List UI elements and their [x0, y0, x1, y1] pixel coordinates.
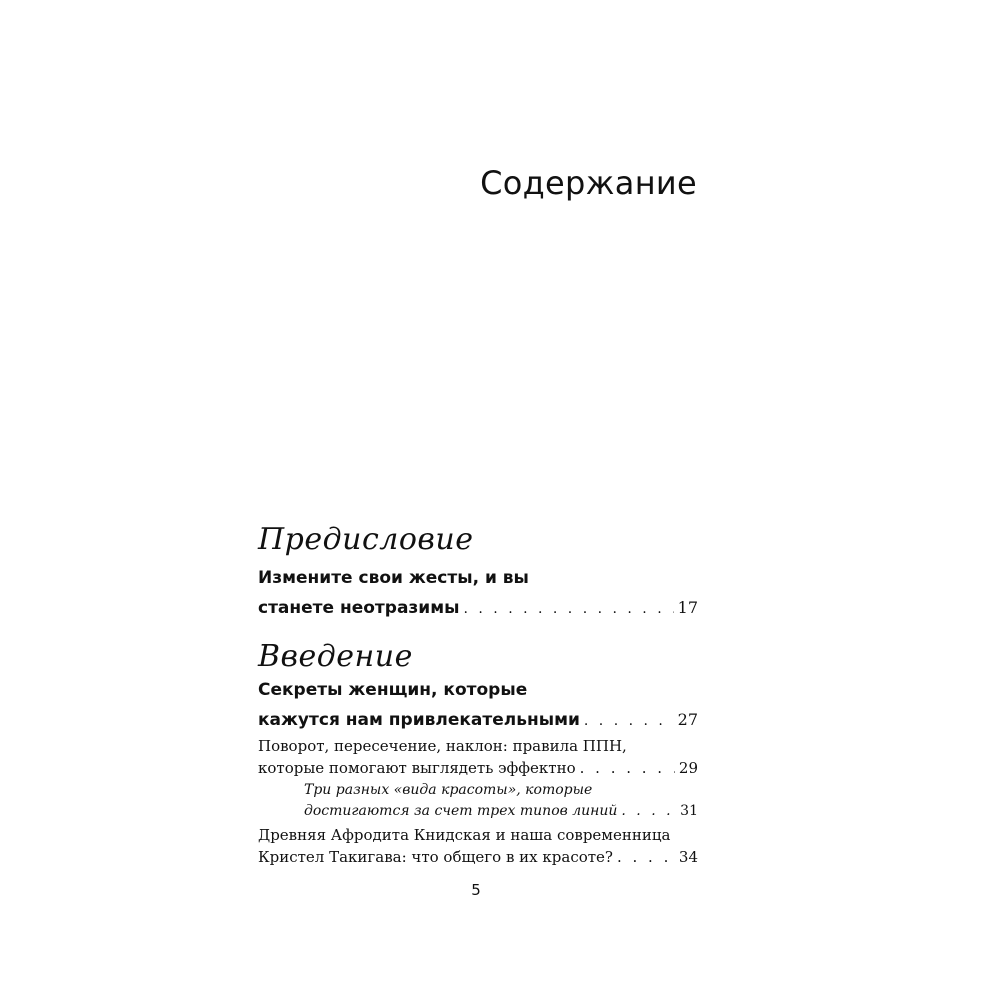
dot-leader: [580, 757, 675, 779]
dot-leader: [464, 595, 674, 624]
dot-leader: [617, 846, 675, 868]
toc-page-number: 17: [677, 598, 698, 617]
toc-page-number: 27: [677, 710, 698, 729]
dot-leader: [621, 801, 676, 822]
toc-entry[interactable]: [258, 676, 698, 736]
toc-entry-line: Поворот, пересечение, наклон: правила ППН,: [258, 737, 627, 755]
toc-page-number: 31: [680, 803, 698, 819]
toc-page-number: 29: [678, 759, 698, 777]
toc-entry-line: кажутся нам привлекательными: [258, 710, 580, 730]
toc-entry-line: Кристел Такигава: что общего в их красоте?: [258, 848, 613, 866]
toc-entry[interactable]: [258, 735, 698, 779]
toc-entry-line: Три разных «вида красоты», которые: [304, 782, 593, 798]
dot-leader: [584, 707, 674, 736]
toc-entry-line: достигаются за счет трех типов линий: [304, 803, 618, 819]
toc-page-number: 34: [678, 848, 698, 866]
toc-entry-line: Древняя Афродита Книдская и наша современница: [258, 826, 671, 844]
section-heading-introduction: Введение: [258, 639, 413, 674]
toc-subentry[interactable]: [304, 780, 698, 822]
toc-entry[interactable]: [258, 824, 698, 868]
toc-entry-line: станете неотразимы: [258, 598, 460, 618]
toc-entry-line: Секреты женщин, которые: [258, 680, 528, 700]
toc-entry-line: которые помогают выглядеть эффектно: [258, 759, 576, 777]
page-title: Содержание: [480, 164, 697, 202]
toc-entry[interactable]: [258, 564, 698, 624]
toc-entry-line: Измените свои жесты, и вы: [258, 568, 529, 588]
section-heading-preface: Предисловие: [258, 522, 474, 557]
page-number: 5: [471, 881, 481, 899]
